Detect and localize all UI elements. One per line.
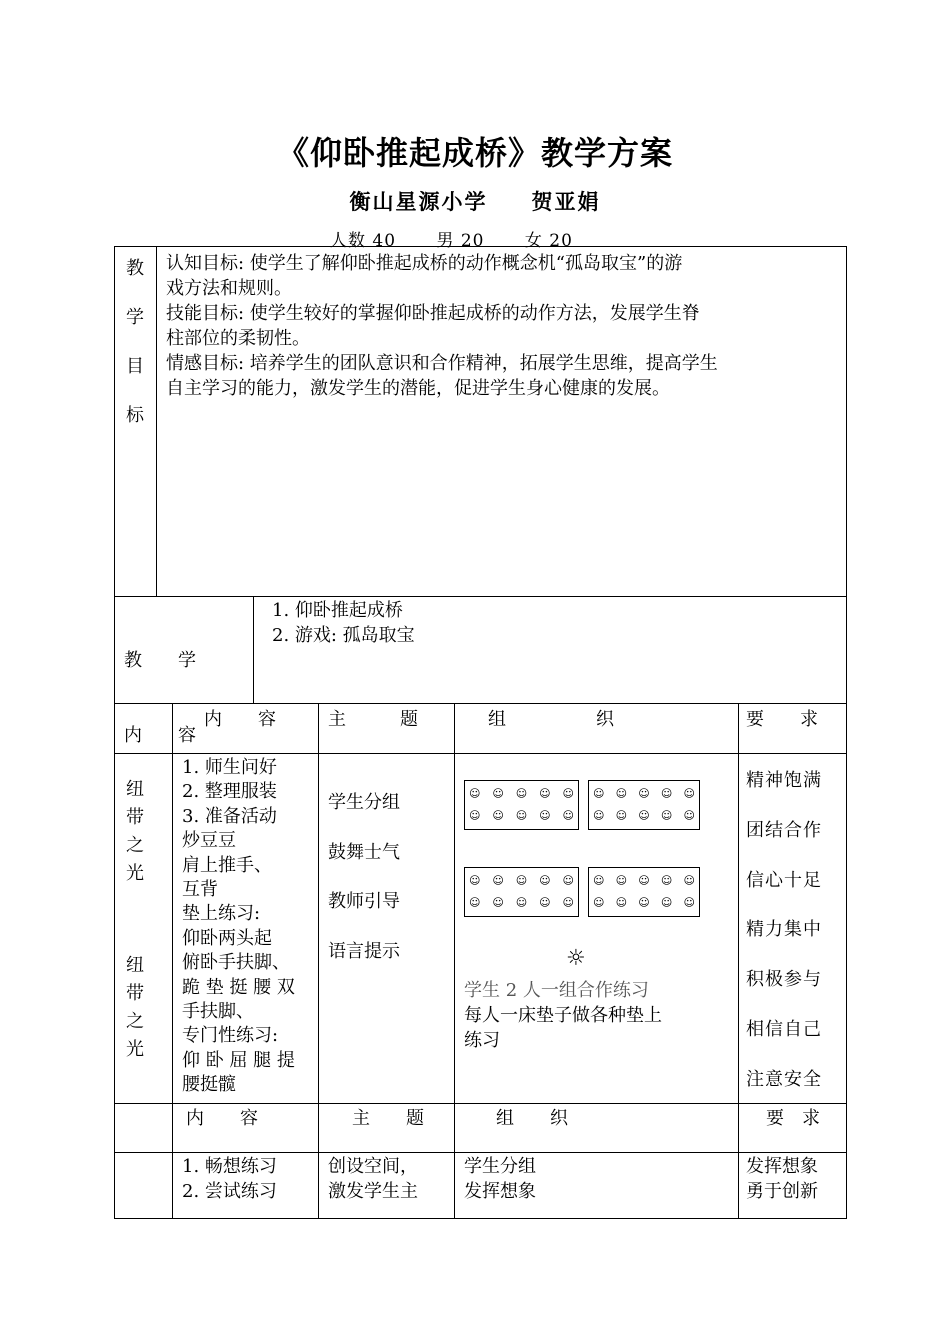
- objectives-label: 教 学 目 标: [126, 258, 144, 426]
- objective-cognitive-1: 认知目标: 使学生了解仰卧推起成桥的动作概念机“孤岛取宝”的游: [166, 253, 683, 274]
- author-line: [0, 186, 950, 216]
- col-divider: [454, 703, 455, 1219]
- count-male: 男 20: [436, 231, 485, 251]
- content-line: 肩上推手、: [182, 854, 272, 876]
- smiley-icon: ☺: [593, 874, 605, 887]
- section-label-a: 纽 带 之 光: [126, 779, 144, 884]
- theme-item: 教师引导: [328, 891, 400, 912]
- smiley-icon: ☺: [683, 896, 695, 909]
- requirement-item: 精神饱满: [746, 770, 822, 791]
- row-divider: [114, 596, 847, 597]
- content-line: 仰卧两头起: [182, 927, 272, 949]
- mat-box: [464, 867, 579, 917]
- smiley-icon: ☺: [638, 896, 650, 909]
- school-name: 衡山星源小学: [349, 190, 488, 214]
- smiley-icon: ☺: [539, 896, 551, 909]
- smiley-icon: ☺: [515, 787, 528, 800]
- section1-requirements: [746, 756, 822, 1105]
- content-line: 2. 尝试练习: [182, 1181, 277, 1202]
- theme-item: 鼓舞士气: [328, 841, 400, 863]
- count-female: 女 20: [524, 231, 573, 251]
- mat-box: [588, 780, 700, 830]
- smiley-icon: ☺: [492, 896, 504, 909]
- org-line: 发挥想象: [464, 1181, 536, 1202]
- content-line: 3. 准备活动: [182, 805, 277, 827]
- smiley-icon: ☺: [539, 874, 551, 887]
- theme-item: 语言提示: [328, 940, 400, 962]
- content-line: 腰挺髋: [182, 1074, 236, 1096]
- mat-row: [469, 788, 574, 800]
- requirement-item: 注意安全: [746, 1068, 822, 1090]
- col-divider: [156, 246, 157, 596]
- smiley-icon: ☺: [660, 787, 673, 800]
- section2-themes: [328, 1154, 418, 1204]
- content-items: [272, 598, 415, 648]
- org-line: 学生 2 人一组合作练习: [464, 980, 649, 1001]
- section1-contents: [182, 756, 314, 1098]
- org-line: 练习: [464, 1030, 500, 1051]
- header-content: 内 容: [204, 709, 276, 730]
- smiley-icon: ☺: [593, 896, 605, 909]
- smiley-icon: ☺: [515, 874, 528, 887]
- content-line: 俯卧手扶脚、: [182, 952, 290, 974]
- smiley-icon: ☺: [562, 787, 574, 800]
- page-title: 《仰卧推起成桥》教学方案: [276, 134, 673, 172]
- smiley-icon: ☺: [539, 787, 551, 800]
- objectives-text: [166, 251, 842, 401]
- content-line: 仰 卧 屈 腿 提: [182, 1049, 295, 1071]
- smiley-icon: ☺: [469, 787, 481, 800]
- requirement-item: 精力集中: [746, 919, 822, 941]
- requirement-item: 团结合作: [746, 819, 822, 841]
- smiley-icon: ☺: [593, 787, 605, 800]
- section1-themes: [328, 778, 400, 976]
- smiley-icon: ☺: [615, 874, 628, 887]
- smiley-icon: ☺: [660, 896, 673, 909]
- mat-row: [593, 810, 695, 822]
- objective-skill-2: 柱部位的柔韧性。: [166, 328, 310, 349]
- smiley-icon: ☺: [539, 809, 551, 822]
- smiley-icon: ☺: [515, 809, 528, 822]
- smiley-icon: ☺: [562, 896, 574, 909]
- objective-emotional-2: 自主学习的能力，激发学生的潜能，促进学生身心健康的发展。: [166, 378, 670, 399]
- header-org: 组 织: [488, 709, 614, 730]
- smiley-icon: ☺: [562, 809, 574, 822]
- header2-theme: 主 题: [352, 1108, 424, 1129]
- theme-item: 激发学生主: [328, 1181, 418, 1202]
- mat-row: [469, 810, 574, 822]
- smiley-icon: ☺: [615, 809, 628, 822]
- col-divider: [318, 703, 319, 1219]
- smiley-icon: ☺: [683, 809, 695, 822]
- smiley-icon: ☺: [469, 896, 481, 909]
- theme-item: 创设空间，: [328, 1156, 418, 1177]
- smiley-icon: ☺: [683, 787, 695, 800]
- smiley-icon: ☺: [562, 874, 574, 887]
- requirement-item: 发挥想象: [746, 1156, 818, 1177]
- mat-row: [593, 897, 695, 909]
- content-line: 跪 垫 挺 腰 双: [182, 976, 295, 998]
- mat-row: [469, 875, 574, 887]
- org-line: 每人一床垫子做各种垫上: [464, 1005, 662, 1026]
- mat-row: [593, 875, 695, 887]
- section-label-b: 纽 带 之 光: [126, 955, 144, 1060]
- org-line: 学生分组: [464, 1156, 536, 1177]
- col-divider: [172, 703, 173, 1219]
- smiley-icon: ☺: [683, 874, 695, 887]
- smiley-icon: ☺: [638, 874, 650, 887]
- section2-requirements: [746, 1154, 818, 1204]
- col-divider: [738, 703, 739, 1219]
- objective-skill-1: 技能目标: 使学生较好的掌握仰卧推起成桥的动作方法，发展学生脊: [166, 303, 700, 324]
- requirement-item: 积极参与: [746, 969, 822, 991]
- smiley-icon: ☺: [492, 874, 504, 887]
- teacher-name: 贺亚娟: [531, 190, 601, 214]
- objective-emotional-1: 情感目标: 培养学生的团队意识和合作精神，拓展学生思维，提高学生: [166, 353, 718, 374]
- objective-cognitive-2: 戏方法和规则。: [166, 278, 292, 299]
- smiley-icon: ☺: [615, 896, 628, 909]
- requirement-item: 勇于创新: [746, 1181, 818, 1202]
- mat-box: [464, 780, 579, 830]
- content-line: 1. 畅想练习: [182, 1156, 277, 1177]
- content-item: 1. 仰卧推起成桥: [272, 600, 403, 621]
- smiley-icon: ☺: [469, 809, 481, 822]
- smiley-icon: ☺: [660, 809, 673, 822]
- smiley-icon: ☺: [638, 787, 650, 800]
- count-total: 人数 40: [330, 231, 397, 251]
- header2-content: 内 容: [186, 1108, 258, 1129]
- smiley-icon: ☺: [615, 787, 628, 800]
- content-item: 2. 游戏: 孤岛取宝: [272, 625, 415, 646]
- header-req: 要 求: [746, 709, 818, 730]
- requirement-item: 相信自己: [746, 1018, 822, 1040]
- theme-item: 学生分组: [328, 792, 400, 813]
- content-line: 互背: [182, 879, 218, 901]
- section2-contents: [182, 1154, 277, 1204]
- sun-icon: ☼: [566, 946, 586, 971]
- smiley-icon: ☺: [469, 874, 481, 887]
- smiley-icon: ☺: [593, 809, 605, 822]
- content-line: 垫上练习:: [182, 903, 261, 925]
- col-divider: [253, 596, 254, 703]
- smiley-icon: ☺: [660, 874, 673, 887]
- content-line: 专门性练习:: [182, 1025, 279, 1047]
- smiley-icon: ☺: [515, 896, 528, 909]
- section1-org-text: [464, 978, 734, 1053]
- smiley-icon: ☺: [638, 809, 650, 822]
- content-line: 1. 师生问好: [182, 757, 277, 778]
- header-theme: 主 题: [328, 709, 418, 730]
- mat-box: [588, 867, 700, 917]
- header2-req: 要 求: [766, 1108, 820, 1129]
- requirement-item: 信心十足: [746, 869, 822, 891]
- content-line: 炒豆豆: [182, 830, 236, 852]
- content-label: 教 学 内 容: [124, 650, 196, 746]
- smiley-icon: ☺: [492, 787, 504, 800]
- smiley-icon: ☺: [492, 809, 504, 822]
- mat-row: [469, 897, 574, 909]
- mat-row: [593, 788, 695, 800]
- section2-org: [464, 1154, 536, 1204]
- header2-org: 组 织: [496, 1108, 568, 1129]
- content-line: 手扶脚、: [182, 1001, 254, 1023]
- content-line: 2. 整理服装: [182, 781, 277, 803]
